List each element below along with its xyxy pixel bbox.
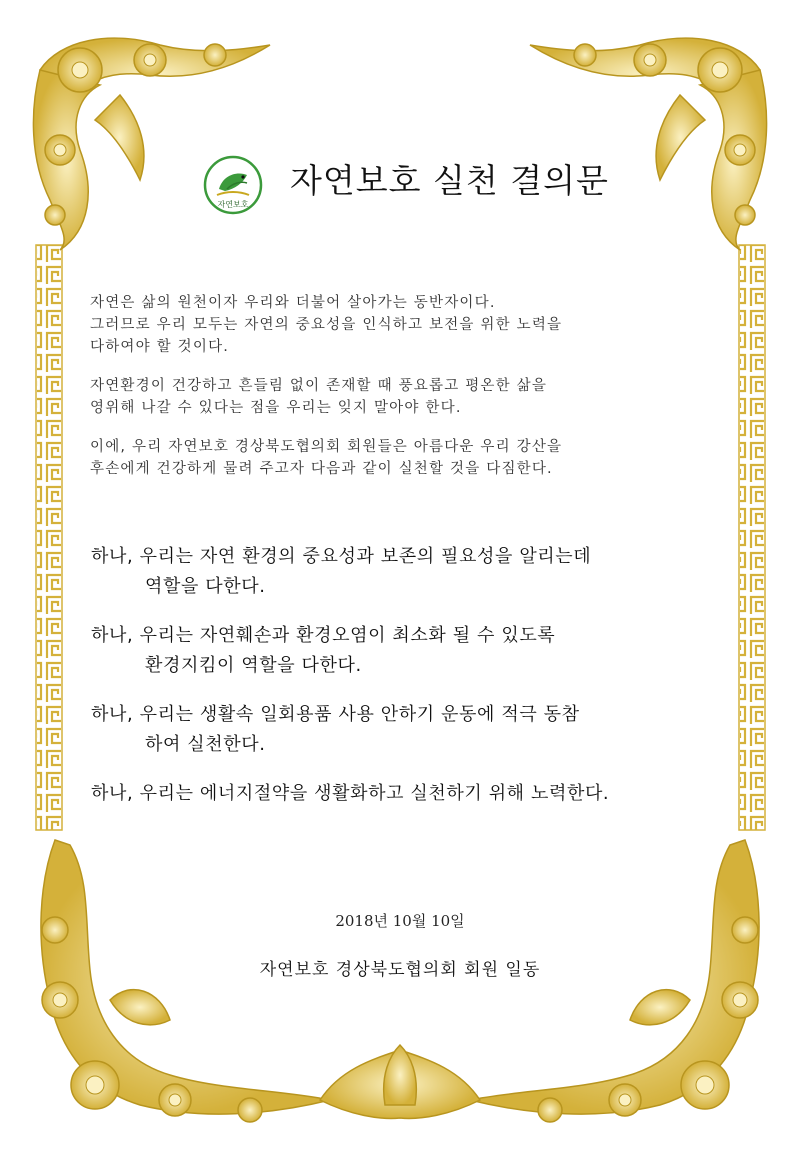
resolution-date: 2018년 10월 10일 xyxy=(335,912,465,930)
intro-line: 자연환경이 건강하고 흔들림 없이 존재할 때 풍요롭고 평온한 삶을 xyxy=(90,378,548,394)
intro-line: 그러므로 우리 모두는 자연의 중요성을 인식하고 보전을 위한 노력을 xyxy=(90,317,563,333)
pledge-line: 하나, 우리는 자연 환경의 중요성과 보존의 필요성을 알리는데 xyxy=(91,546,592,567)
pledge-line-continued: 하여 실천한다. xyxy=(145,734,266,755)
pledge-list xyxy=(91,542,731,828)
signatory: 자연보호 경상북도협의회 회원 일동 xyxy=(259,960,541,980)
pledge-line: 하나, 우리는 에너지절약을 생활화하고 실천하기 위해 노력한다. xyxy=(91,783,610,804)
nature-protection-logo-icon xyxy=(203,155,263,215)
pledge-item-3 xyxy=(91,700,731,760)
intro-paragraph-3 xyxy=(90,436,720,480)
intro-line: 영위해 나갈 수 있다는 점을 우리는 잊지 말아야 한다. xyxy=(90,400,462,416)
intro-line: 이에, 우리 자연보호 경상북도협의회 회원들은 아름다운 우리 강산을 xyxy=(90,439,563,455)
page-title: 자연보호 실천 결의문 xyxy=(290,161,609,200)
intro-line: 자연은 삶의 원천이자 우리와 더불어 살아가는 동반자이다. xyxy=(90,295,496,311)
intro-paragraph-1 xyxy=(90,292,720,358)
intro-line: 후손에게 건강하게 물려 주고자 다음과 같이 실천할 것을 다짐한다. xyxy=(90,461,553,477)
intro-line: 다하여야 할 것이다. xyxy=(90,339,230,355)
pledge-item-1 xyxy=(91,542,731,602)
pledge-line: 하나, 우리는 생활속 일회용품 사용 안하기 운동에 적극 동참 xyxy=(91,704,580,725)
pledge-item-2 xyxy=(91,621,731,681)
svg-text:자연보호: 자연보호 xyxy=(217,200,249,209)
intro-paragraph-2 xyxy=(90,375,720,419)
pledge-line-continued: 환경지킴이 역할을 다한다. xyxy=(145,655,362,676)
pledge-line: 하나, 우리는 자연훼손과 환경오염이 최소화 될 수 있도록 xyxy=(91,625,556,646)
intro-text xyxy=(90,292,720,497)
pledge-item-4 xyxy=(91,779,731,809)
pledge-line-continued: 역할을 다한다. xyxy=(145,576,266,597)
